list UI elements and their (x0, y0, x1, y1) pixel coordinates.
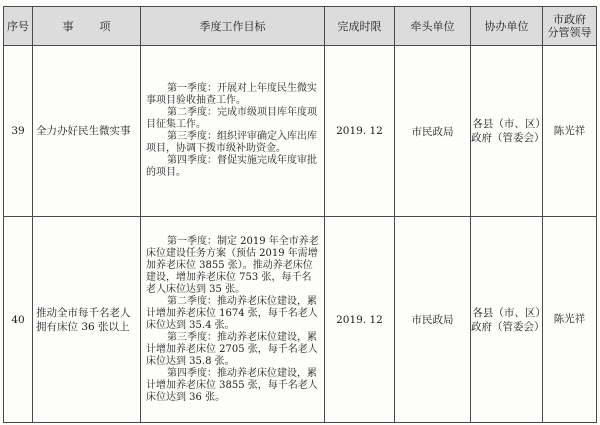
header-leader-line1: 市政府 (553, 13, 586, 26)
header-item-label: 事项 (62, 19, 137, 33)
row-goals (141, 46, 325, 217)
row-lead-unit: 市民政局 (395, 217, 471, 423)
row-leader: 陈光祥 (543, 46, 597, 217)
row-assist-unit: 各县（市、区）政府（管委会） (471, 217, 543, 423)
table-header-row (4, 7, 597, 46)
table-row (4, 217, 597, 423)
goal-q1: 第一季度：制定 2019 年全市养老床位建设任务方案（预估 2019 年需增加养老床位 3855 张）。推动养老床位建设，增加养老床位 753 张，每千名老人床位达到 35 张。 (146, 235, 319, 295)
row-seq: 40 (4, 217, 33, 423)
table-row (4, 46, 597, 217)
header-item (33, 7, 141, 46)
row-deadline: 2019. 12 (325, 217, 395, 423)
goal-q3: 第三季度：组织评审确定入库出库项目，协调下拨市级补助资金。 (146, 131, 317, 154)
header-leader (543, 7, 597, 46)
row-assist-unit: 各县（市、区）政府（管委会） (471, 46, 543, 217)
work-plan-table (3, 6, 597, 423)
header-lead-unit: 牵头单位 (395, 7, 471, 46)
header-assist-unit: 协办单位 (471, 7, 543, 46)
header-deadline: 完成时限 (325, 7, 395, 46)
goal-q2: 第二季度：完成市级项目库年度项目征集工作。 (146, 107, 317, 130)
header-leader-line2: 分管领导 (547, 26, 592, 39)
row-seq: 39 (4, 46, 33, 217)
row-lead-unit: 市民政局 (395, 46, 471, 217)
goal-q3: 第三季度：推动养老床位建设，累计增加养老床位 2705 张，每千名老人床位达到 35.8 张。 (146, 331, 318, 367)
goal-q1: 第一季度：开展对上年度民生微实事项目验收抽查工作。 (146, 83, 317, 106)
row-leader: 陈光祥 (543, 217, 597, 423)
goal-q2: 第二季度：推动养老床位建设，累计增加养老床位 1674 张，每千名老人床位达到 35.4 张。 (146, 295, 318, 331)
goal-q4: 第四季度：督促实施完成年度审批的项目。 (146, 155, 317, 178)
header-seq: 序号 (4, 7, 33, 46)
row-deadline: 2019. 12 (325, 46, 395, 217)
row-goals (141, 217, 325, 423)
row-item: 推动全市每千名老人拥有床位 36 张以上 (33, 217, 141, 423)
goal-q4: 第四季度：推动养老床位建设，累计增加养老床位 3855 张，每千名老人床位达到 36 张。 (146, 367, 318, 403)
row-item: 全力办好民生微实事 (33, 46, 141, 217)
header-goals: 季度工作目标 (141, 7, 325, 46)
